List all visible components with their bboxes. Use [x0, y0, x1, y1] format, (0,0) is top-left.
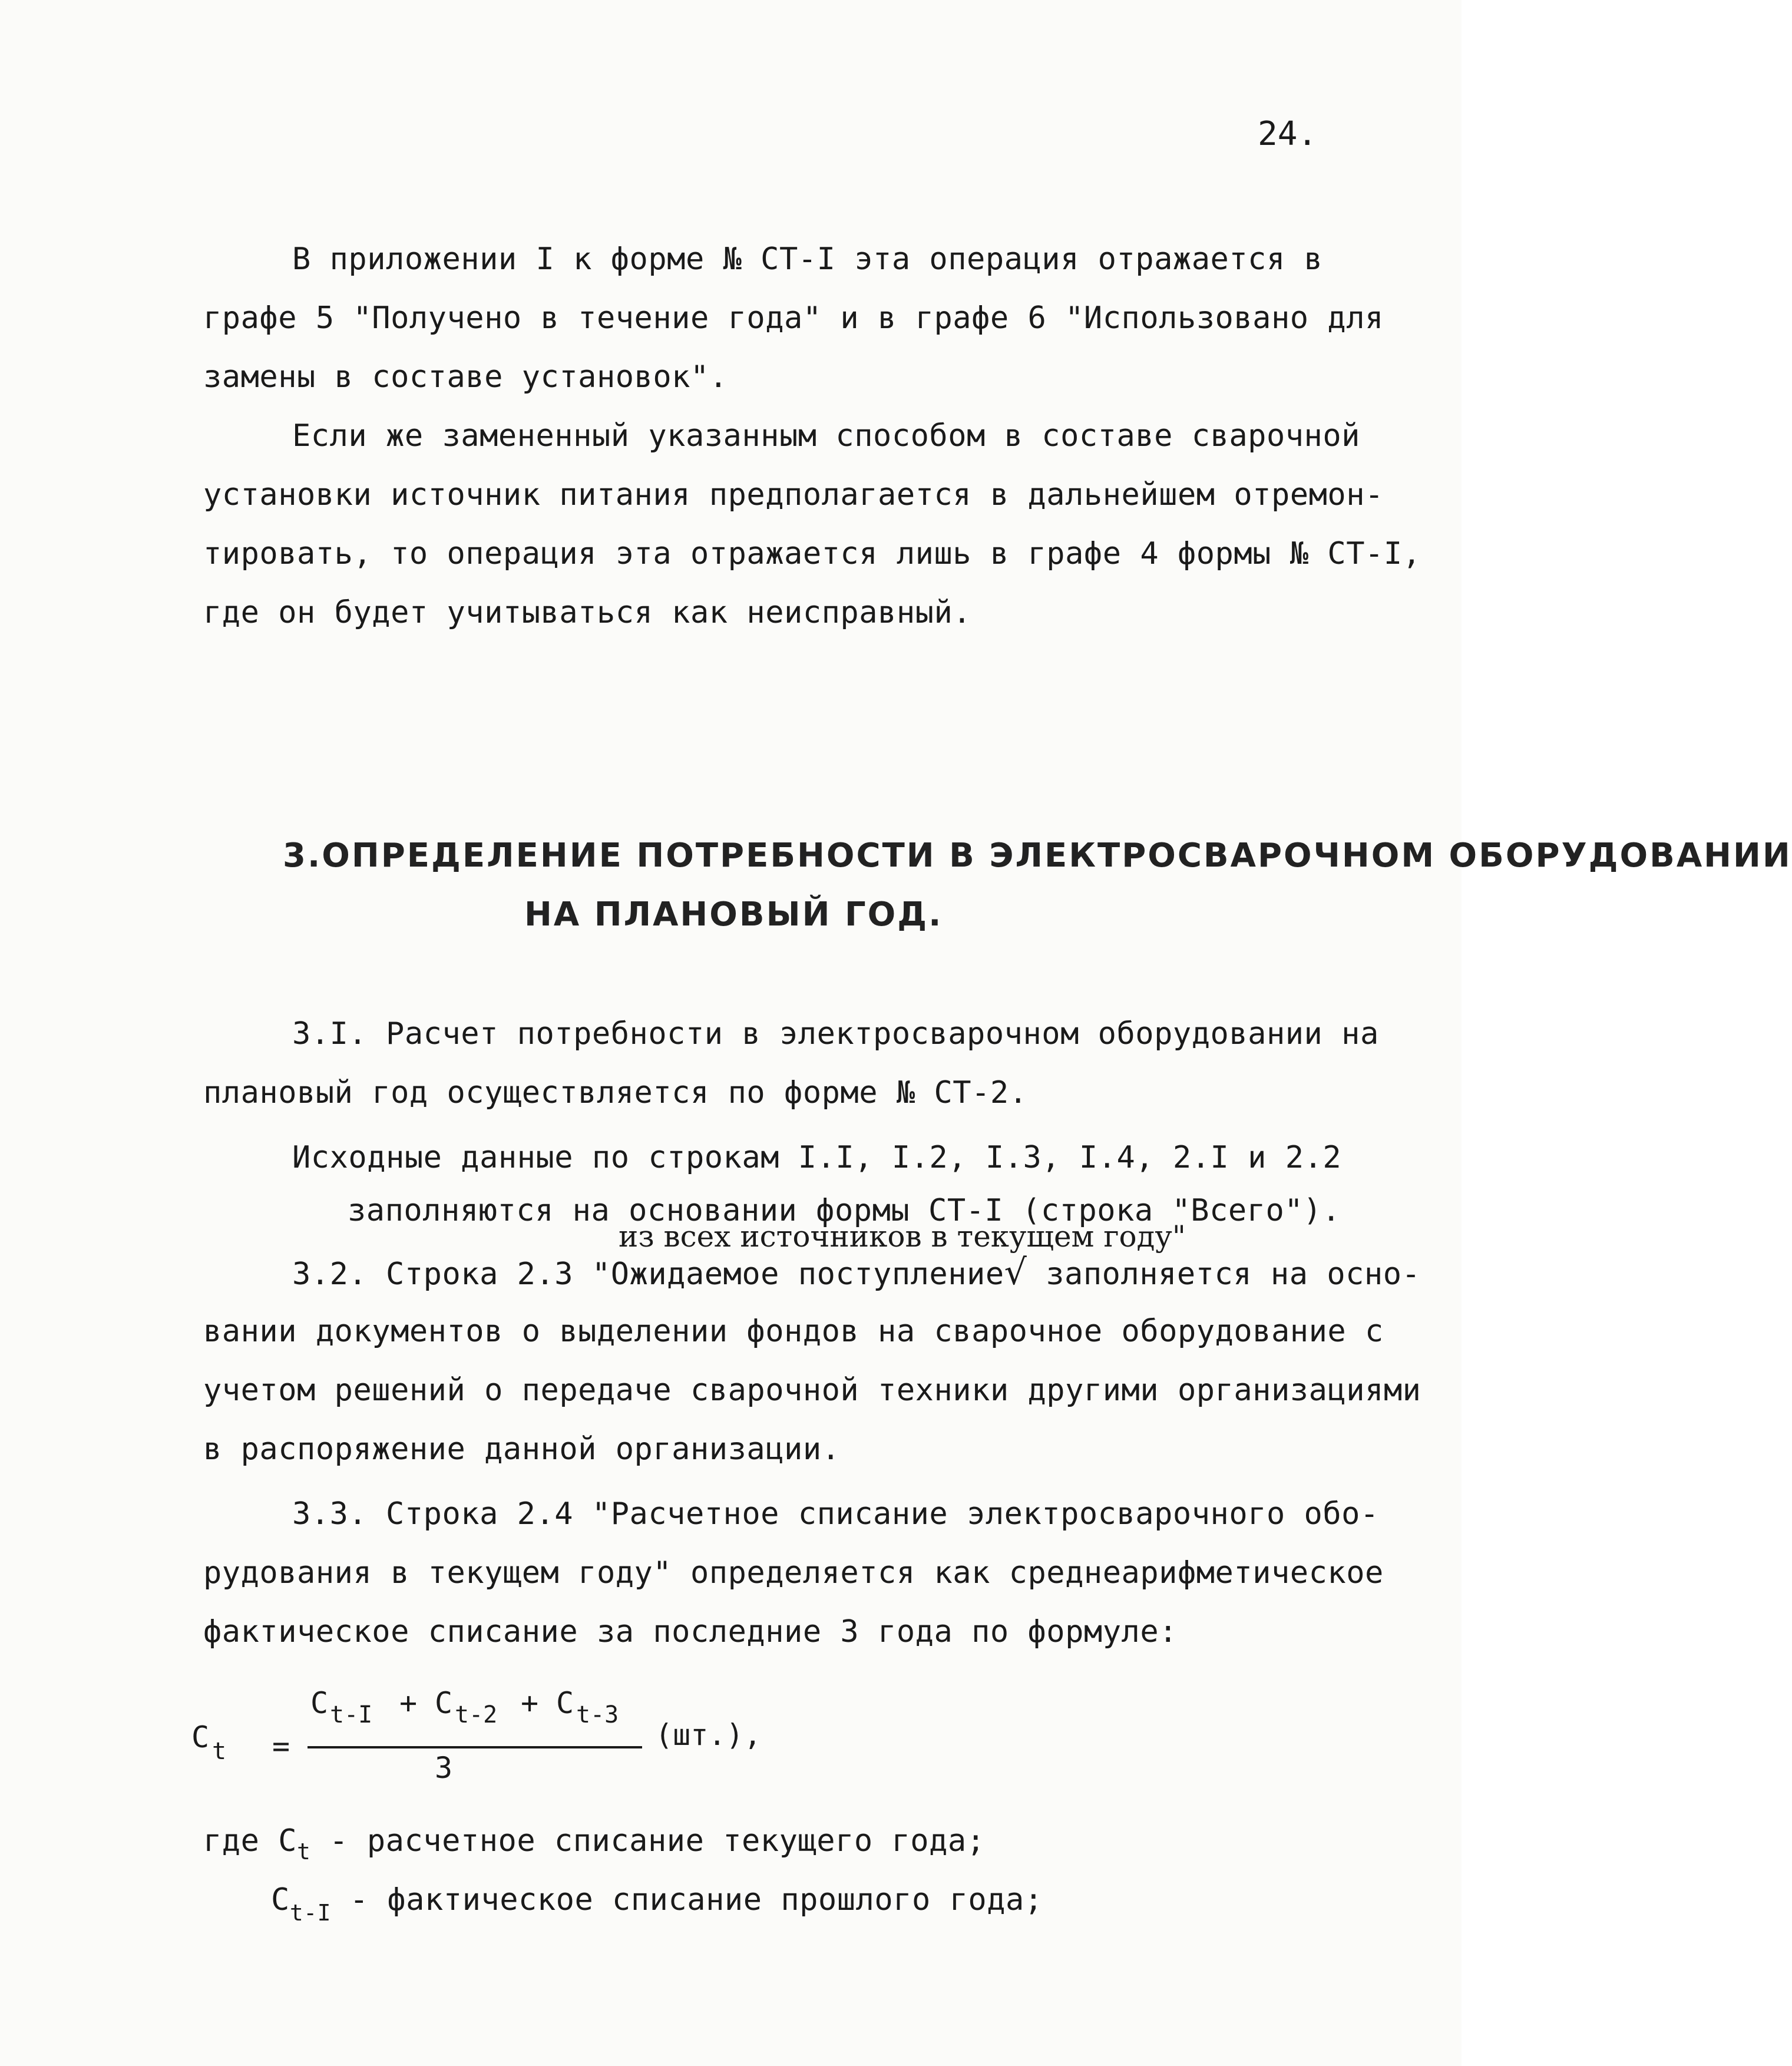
formula-lhs-c: C	[191, 1720, 210, 1754]
formula-num-sub1: t-I	[330, 1701, 373, 1728]
formula-num-sub3: t-3	[576, 1701, 619, 1728]
formula-num-c3: C	[556, 1686, 574, 1720]
section-heading-line-1: 3.ОПРЕДЕЛЕНИЕ ПОТРЕБНОСТИ В ЭЛЕКТРОСВАРОЧНОМ ОБОРУДОВАНИИ	[283, 837, 1792, 875]
definition-2-text: - фактическое списание прошлого года;	[349, 1882, 1043, 1918]
definition-2	[271, 1882, 1043, 1926]
formula-num-c2: C	[435, 1686, 453, 1720]
formula-plus-1: +	[399, 1686, 418, 1720]
definition-1-text: - расчетное списание текущего года;	[329, 1823, 986, 1859]
intro-line-5: установки источник питания предполагается в дальнейшем отремон-	[203, 477, 1384, 513]
intro-line-6: тировать, то операция эта отражается лишь в графе 4 формы № СТ-I,	[203, 536, 1421, 571]
intro-line-2: графе 5 "Получено в течение года" и в графе 6 "Использовано для	[203, 300, 1384, 336]
definition-1-subscript: t	[297, 1839, 311, 1865]
page-number: 24.	[1258, 115, 1318, 153]
intro-line-1: В приложении I к форме № СТ-I эта операция отражается в	[292, 242, 1323, 277]
formula-lhs-subscript: t	[212, 1738, 227, 1765]
definition-2-c: C	[271, 1882, 290, 1918]
p32-insertion-check-mark: √	[1004, 1252, 1027, 1293]
p32-quote-mark: "	[591, 1257, 611, 1292]
formula-denominator: 3	[435, 1751, 453, 1785]
formula-fraction-bar	[308, 1746, 642, 1748]
intro-line-4: Если же замененный указанным способом в составе сварочной	[292, 418, 1360, 454]
intro-line-7: где он будет учитываться как неисправный.	[203, 595, 972, 630]
formula-num-c1: C	[310, 1686, 329, 1720]
p33-line-3: фактическое списание за последние 3 года по формуле:	[203, 1614, 1178, 1650]
p31-line-4: заполняются на основании формы СТ-I (строка "Всего").	[348, 1193, 1341, 1228]
definition-1-prefix: где C	[203, 1823, 297, 1859]
formula-equals: =	[272, 1729, 290, 1763]
p32-line-4: в распоряжение данной организации.	[203, 1432, 841, 1467]
p32-handwritten-insertion: из всех источников в текущем году"	[619, 1219, 1186, 1254]
p32-line-3: учетом решений о передаче сварочной техники другими организациями	[203, 1373, 1421, 1408]
p32-line-1	[292, 1252, 1421, 1293]
definition-2-subscript: t-I	[289, 1900, 331, 1926]
formula-unit: (шт.),	[655, 1718, 762, 1752]
p32-line-2: вании документов о выделении фондов на сварочное оборудование с	[203, 1314, 1384, 1349]
definition-1	[203, 1823, 986, 1865]
p33-line-2: рудования в текущем году" определяется как среднеарифметическое	[203, 1555, 1384, 1591]
section-heading-line-2: НА ПЛАНОВЫЙ ГОД.	[524, 895, 943, 934]
formula-plus-2: +	[521, 1686, 539, 1720]
p32-line-1-suffix: заполняется на осно-	[1027, 1257, 1421, 1292]
formula-num-sub2: t-2	[455, 1701, 498, 1728]
intro-line-3: замены в составе установок".	[203, 359, 728, 395]
p31-line-2: плановый год осуществляется по форме № СТ-2.	[203, 1075, 1028, 1110]
p33-line-1: 3.3. Строка 2.4 "Расчетное списание электросварочного обо-	[292, 1496, 1379, 1532]
p31-line-3: Исходные данные по строкам I.I, I.2, I.3, I.4, 2.I и 2.2	[292, 1140, 1342, 1175]
p32-handwritten-word: Ожидаемое поступление	[610, 1257, 1004, 1292]
p32-line-1-prefix: 3.2. Строка 2.3	[292, 1257, 592, 1292]
p31-line-1: 3.I. Расчет потребности в электросварочном оборудовании на	[292, 1016, 1379, 1052]
